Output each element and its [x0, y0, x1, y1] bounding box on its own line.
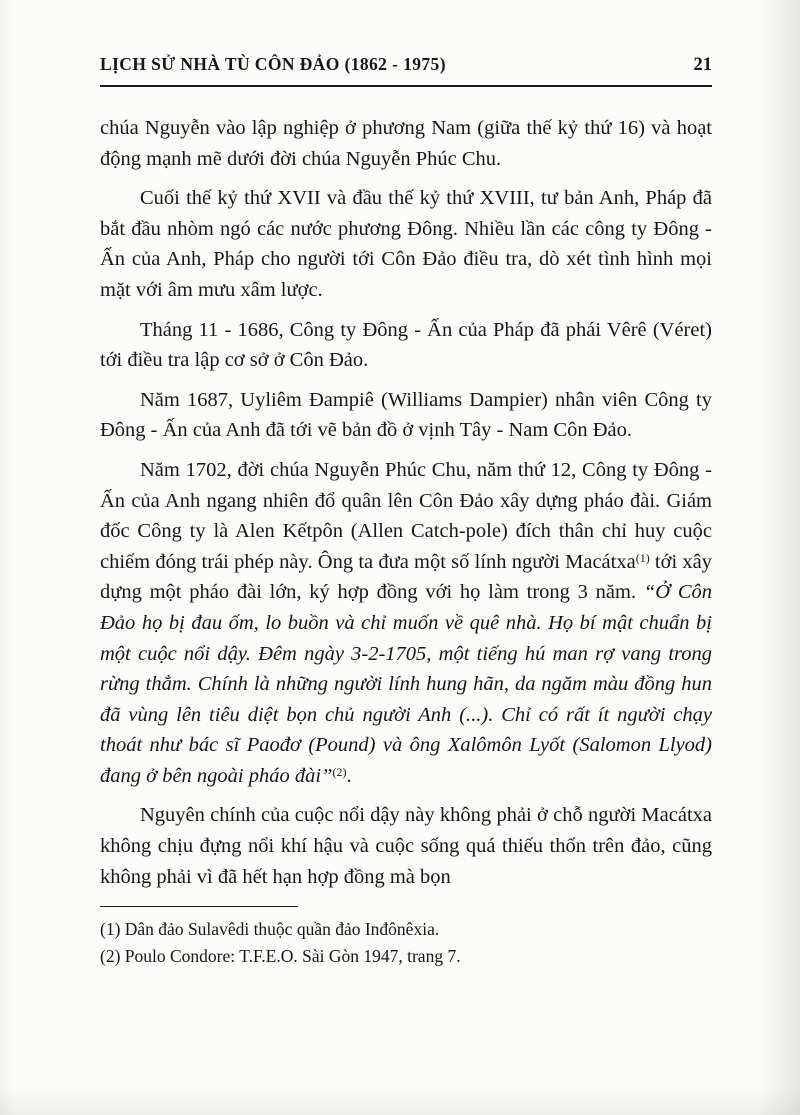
footnote-2: (2) Poulo Condore: T.F.E.O. Sài Gòn 1947, trang 7. — [100, 945, 461, 966]
page-number: 21 — [693, 55, 712, 75]
paragraph-6: Nguyên chính của cuộc nổi dậy này không phải ở chỗ người Macátxa không chịu đựng nổi khí hậu và cuộc sống quá thiếu thốn trên đảo, cũng không phải vì đã hết hạn hợp đồng mà bọn — [100, 804, 712, 888]
paragraph-1: chúa Nguyễn vào lập nghiệp ở phương Nam (giữa thế kỷ thứ 16) và hoạt động mạnh mẽ dưới đời chúa Nguyễn Phúc Chu. — [100, 117, 712, 170]
footnote-rule — [100, 906, 298, 907]
footnote-ref-1: (1) — [635, 550, 650, 565]
footnote-1: (1) Dân đảo Sulavêdi thuộc quần đảo Inđônêxia. — [100, 919, 440, 940]
paragraph-5-text: tới xây dựng một pháo đài lớn, ký hợp đồng với họ làm trong 3 năm. — [100, 550, 712, 604]
paragraph-3: Tháng 11 - 1686, Công ty Đông - Ấn của Pháp đã phái Vêrê (Véret) tới điều tra lập cơ sở ở Côn Đảo. — [100, 318, 712, 372]
paragraph-2: Cuối thế kỷ thứ XVII và đầu thế kỷ thứ XVIII, tư bản Anh, Pháp đã bắt đầu nhòm ngó các nước phương Đông. Nhiều lần các công ty Đông - Ấn của Anh, Pháp cho người tới Côn Đảo điều tra, dò xét tình hình mọi mặt với âm mưu xâm lược. — [100, 187, 712, 301]
paragraph-5-quote: “Ở Côn Đảo họ bị đau ốm, lo buồn và chỉ muốn về quê nhà. Họ bí mật chuẩn bị một cuộc nổi dậy. Đêm ngày 3-2-1705, một tiếng hú man rợ vang trong rừng thẳm. Chính là những người lính hung hãn, da ngăm màu đồng hun đã vùng lên tiêu diệt bọn chủ người Anh (...). Chỉ có rất ít người chạy thoát như bác sĩ Paođơ (Pound) và ông Xalômôn Lyốt (Salomon Llyod) đang ở bên ngoài pháo đài” — [100, 581, 712, 787]
footnote-ref-2: (2) — [332, 764, 347, 779]
running-head — [100, 54, 712, 85]
page-body — [100, 87, 712, 892]
paragraph-5-text: . — [346, 764, 352, 787]
footnotes — [100, 906, 712, 969]
paragraph-5-text: Năm 1702, đời chúa Nguyễn Phúc Chu, năm thứ 12, Công ty Đông - Ấn của Anh ngang nhiên đổ quân lên Côn Đảo xây dựng pháo đài. Giám đốc Công ty là Alen Kếtpôn (Allen Catch-pole) đích thân chỉ huy cuộc chiếm đóng trái phép này. Ông ta đưa một số lính người Macátxa — [100, 458, 712, 573]
scan-shadow-bottom — [0, 1087, 800, 1115]
paragraph-4: Năm 1687, Uyliêm Đampiê (Williams Dampier) nhân viên Công ty Đông - Ấn của Anh đã tới vẽ bản đồ ở vịnh Tây - Nam Côn Đảo. — [100, 388, 712, 442]
paragraph-5 — [100, 455, 712, 792]
running-title: LỊCH SỬ NHÀ TÙ CÔN ĐẢO (1862 - 1975) — [100, 54, 446, 74]
